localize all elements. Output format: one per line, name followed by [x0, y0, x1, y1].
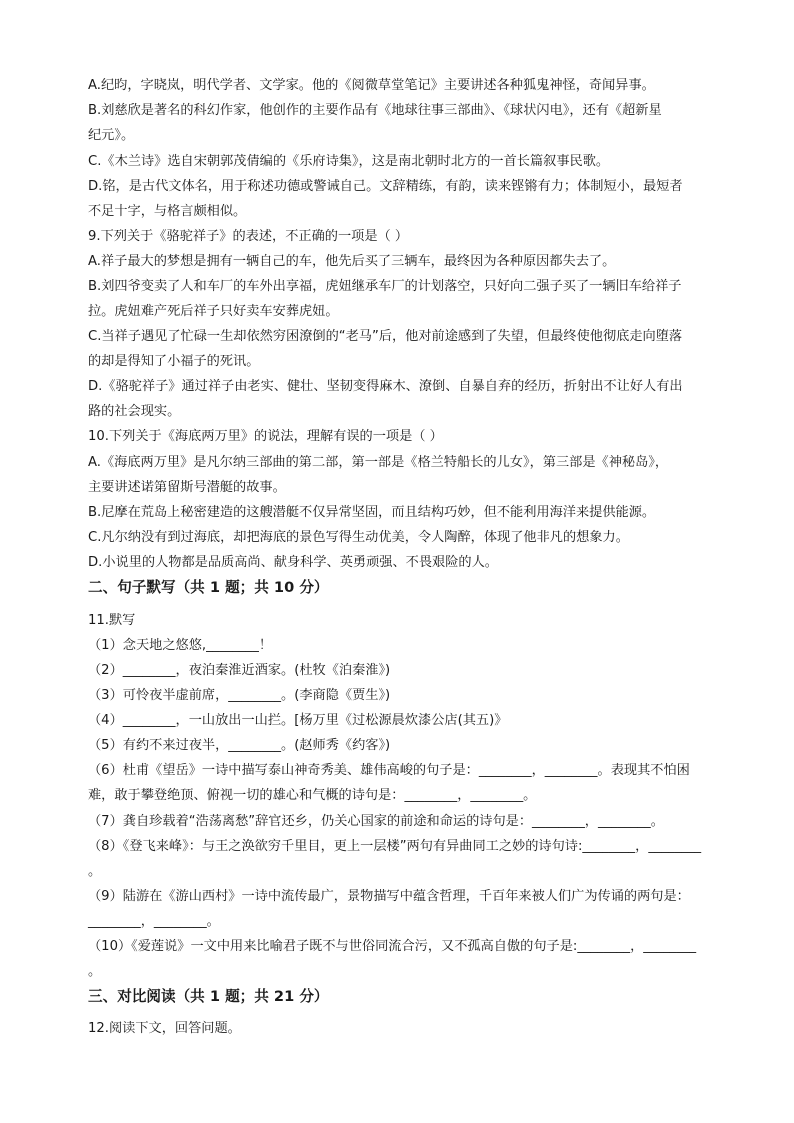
q9-stem: 9.下列关于《骆驼祥子》的表述，不正确的一项是（ ） — [88, 229, 409, 244]
q8-option-d: D.铭，是古代文体名，用于称述功德或警诫自己。文辞精练，有韵，读来铿锵有力；体制短小，最短者 — [88, 179, 683, 194]
q9-option-b-continued: 拉。虎妞难产死后祥子只好卖车安葬虎妞。 — [88, 304, 339, 319]
q11-item-5: （5）有约不来过夜半，________。(赵师秀《约客》) — [88, 738, 391, 753]
q11-item-2: （2）________，夜泊秦淮近酒家。(杜牧《泊秦淮》) — [88, 663, 391, 678]
q11-item-10: （10）《爱莲说》一文中用来比喻君子既不与世俗同流合污，又不孤高自傲的句子是:________，________ — [88, 939, 697, 954]
q8-option-b-continued: 纪元》。 — [88, 128, 135, 143]
q11-item-7: （7）龚自珍载着“浩荡离愁”辞官还乡，仍关心国家的前途和命运的诗句是：________，________。 — [88, 814, 664, 829]
q10-option-a-continued: 主要讲述诺第留斯号潜艇的故事。 — [88, 480, 286, 495]
q9-option-c-continued: 的却是得知了小福子的死讯。 — [88, 354, 260, 369]
q9-option-d: D.《骆驼祥子》通过祥子由老实、健壮、坚韧变得麻木、潦倒、自暴自弃的经历，折射出不让好人有出 — [88, 379, 683, 394]
q8-option-b: B.刘慈欣是著名的科幻作家，他创作的主要作品有《地球往事三部曲》、《球状闪电》，还有《超新星 — [88, 103, 662, 118]
q9-option-c: C.当祥子遇见了忙碌一生却依然穷困潦倒的“老马”后，他对前途感到了失望，但最终使他彻底走向堕落 — [88, 329, 683, 344]
q9-option-a: A.祥子最大的梦想是拥有一辆自己的车，他先后买了三辆车，最终因为各种原因都失去了。 — [88, 254, 616, 269]
q8-option-d-continued: 不足十字，与格言颇相似。 — [88, 204, 247, 219]
q9-option-d-continued: 路的社会现实。 — [88, 404, 181, 419]
section-title-dictation: 二、句子默写（共 1 题；共 10 分） — [88, 579, 329, 596]
q10-option-b: B.尼摩在荒岛上秘密建造的这艘潜艇不仅异常坚固，而且结构巧妙，但不能利用海洋来提供能源。 — [88, 505, 656, 520]
q11-item-8-continued: 。 — [88, 864, 102, 879]
section-title-comparative-reading: 三、对比阅读（共 1 题；共 21 分） — [88, 988, 329, 1005]
q11-item-6-continued: 难，敢于攀登绝顶、俯视一切的雄心和气概的诗句是：________，________。 — [88, 788, 537, 803]
q10-option-a: A.《海底两万里》是凡尔纳三部曲的第二部，第一部是《格兰特船长的儿女》，第三部是《神秘岛》， — [88, 455, 669, 470]
q8-option-a: A.纪昀，字晓岚，明代学者、文学家。他的《阅微草堂笔记》主要讲述各种狐鬼神怪，奇闻异事。 — [88, 78, 655, 93]
q9-option-b: B.刘四爷变卖了人和车厂的车外出享福，虎妞继承车厂的计划落空，只好向二强子买了一辆旧车给祥子 — [88, 279, 682, 294]
q11-item-10-continued: 。 — [88, 964, 102, 979]
q11-item-9-continued: ________，________。 — [88, 914, 220, 929]
q11-item-9: （9）陆游在《游山西村》一诗中流传最广，景物描写中蕴含哲理，千百年来被人们广为传诵的两句是： — [88, 889, 690, 904]
q11-item-8: （8）《登飞来峰》：与王之涣欲穷千里目，更上一层楼”两句有异曲同工之妙的诗句诗:________，________ — [88, 839, 702, 854]
q11-item-1: （1）念天地之悠悠,________！ — [88, 638, 273, 653]
q11-item-6: （6）杜甫《望岳》一诗中描写泰山神奇秀美、雄伟高峻的句子是：________，________。表现其不怕困 — [88, 763, 690, 778]
q12-stem: 12.阅读下文，回答问题。 — [88, 1021, 241, 1036]
q11-item-3: （3）可怜夜半虚前席，________。(李商隐《贾生》) — [88, 688, 391, 703]
q10-stem: 10.下列关于《海底两万里》的说法，理解有误的一项是（ ） — [88, 429, 443, 444]
q10-option-c: C.凡尔纳没有到过海底，却把海底的景色写得生动优美，令人陶醉，体现了他非凡的想象力。 — [88, 530, 629, 545]
q10-option-d: D.小说里的人物都是品质高尚、献身科学、英勇顽强、不畏艰险的人。 — [88, 555, 498, 570]
q8-option-c: C.《木兰诗》选自宋朝郭茂倩编的《乐府诗集》，这是南北朝时北方的一首长篇叙事民歌。 — [88, 154, 610, 169]
q11-stem: 11.默写 — [88, 613, 136, 628]
q11-item-4: （4）________，一山放出一山拦。[杨万里《过松源晨炊漆公店(其五)》 — [88, 713, 508, 728]
